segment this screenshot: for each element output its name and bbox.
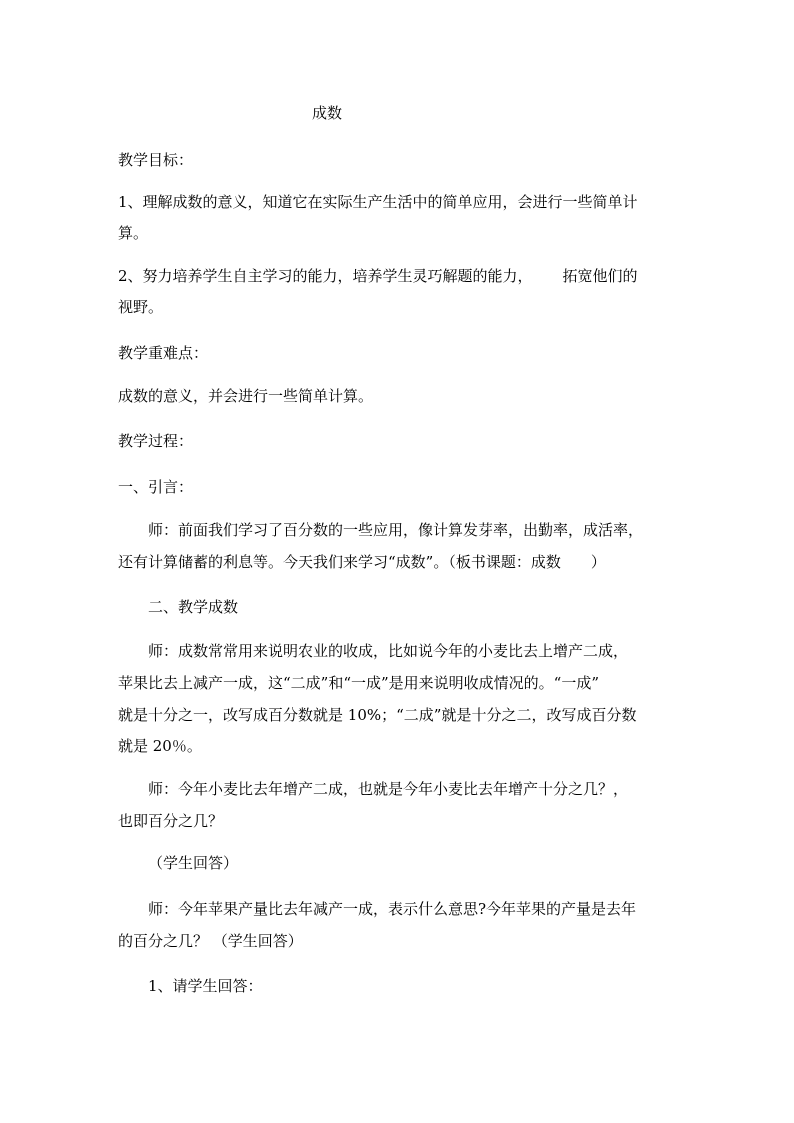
goal-1-line-2: 算。 xyxy=(118,224,149,242)
paragraph-3-line-1: 师：今年小麦比去年增产二成，也就是今年小麦比去年增产十分之几？， xyxy=(148,780,629,798)
section-1-heading: 一、引言： xyxy=(118,478,194,496)
key-points-text: 成数的意义，并会进行一些简单计算。 xyxy=(118,387,374,405)
goal-2-line-1-part-b: 拓宽他们的 xyxy=(562,267,638,285)
key-points-heading: 教学重难点： xyxy=(118,344,209,362)
goal-2-line-1 xyxy=(118,266,638,286)
paragraph-2-line-1: 师：成数常常用来说明农业的收成，比如说今年的小麦比去上增产二成， xyxy=(148,642,629,660)
paragraph-4-line-1: 师：今年苹果产量比去年减产一成，表示什么意思?今年苹果的产量是去年 xyxy=(148,900,637,918)
student-answer-note: （学生回答） xyxy=(148,854,239,872)
goal-1-line-1: 1、理解成数的意义，知道它在实际生产生活中的简单应用，会进行一些简单计 xyxy=(118,193,638,211)
paragraph-4-line-2: 的百分之几？ （学生回答） xyxy=(118,932,303,950)
paragraph-1-line-1: 师：前面我们学习了百分数的一些应用，像计算发芽率，出勤率，成活率， xyxy=(148,521,644,539)
list-item-1: 1、请学生回答： xyxy=(148,977,263,995)
goal-2-line-2: 视野。 xyxy=(118,298,164,316)
page-title: 成数 xyxy=(312,104,343,122)
paragraph-2-line-4: 就是 20％。 xyxy=(118,737,202,755)
paragraph-3-line-2: 也即百分之几？ xyxy=(118,812,224,830)
section-2-heading: 二、教学成数 xyxy=(148,598,239,616)
paragraph-2-line-3: 就是十分之一，改写成百分数就是 10%；“二成”就是十分之二，改写成百分数 xyxy=(118,706,637,724)
paragraph-1-line-2: 还有计算储蓄的利息等。今天我们来学习“成数”。（板书课题：成数 ） xyxy=(118,553,606,571)
process-heading: 教学过程： xyxy=(118,432,194,450)
goal-2-line-1-part-a: 2、努力培养学生自主学习的能力，培养学生灵巧解题的能力， xyxy=(118,267,533,285)
paragraph-2-line-2: 苹果比去上减产一成，这“二成”和“一成”是用来说明收成情况的。“一成” xyxy=(118,674,600,692)
goals-heading: 教学目标： xyxy=(118,151,194,169)
